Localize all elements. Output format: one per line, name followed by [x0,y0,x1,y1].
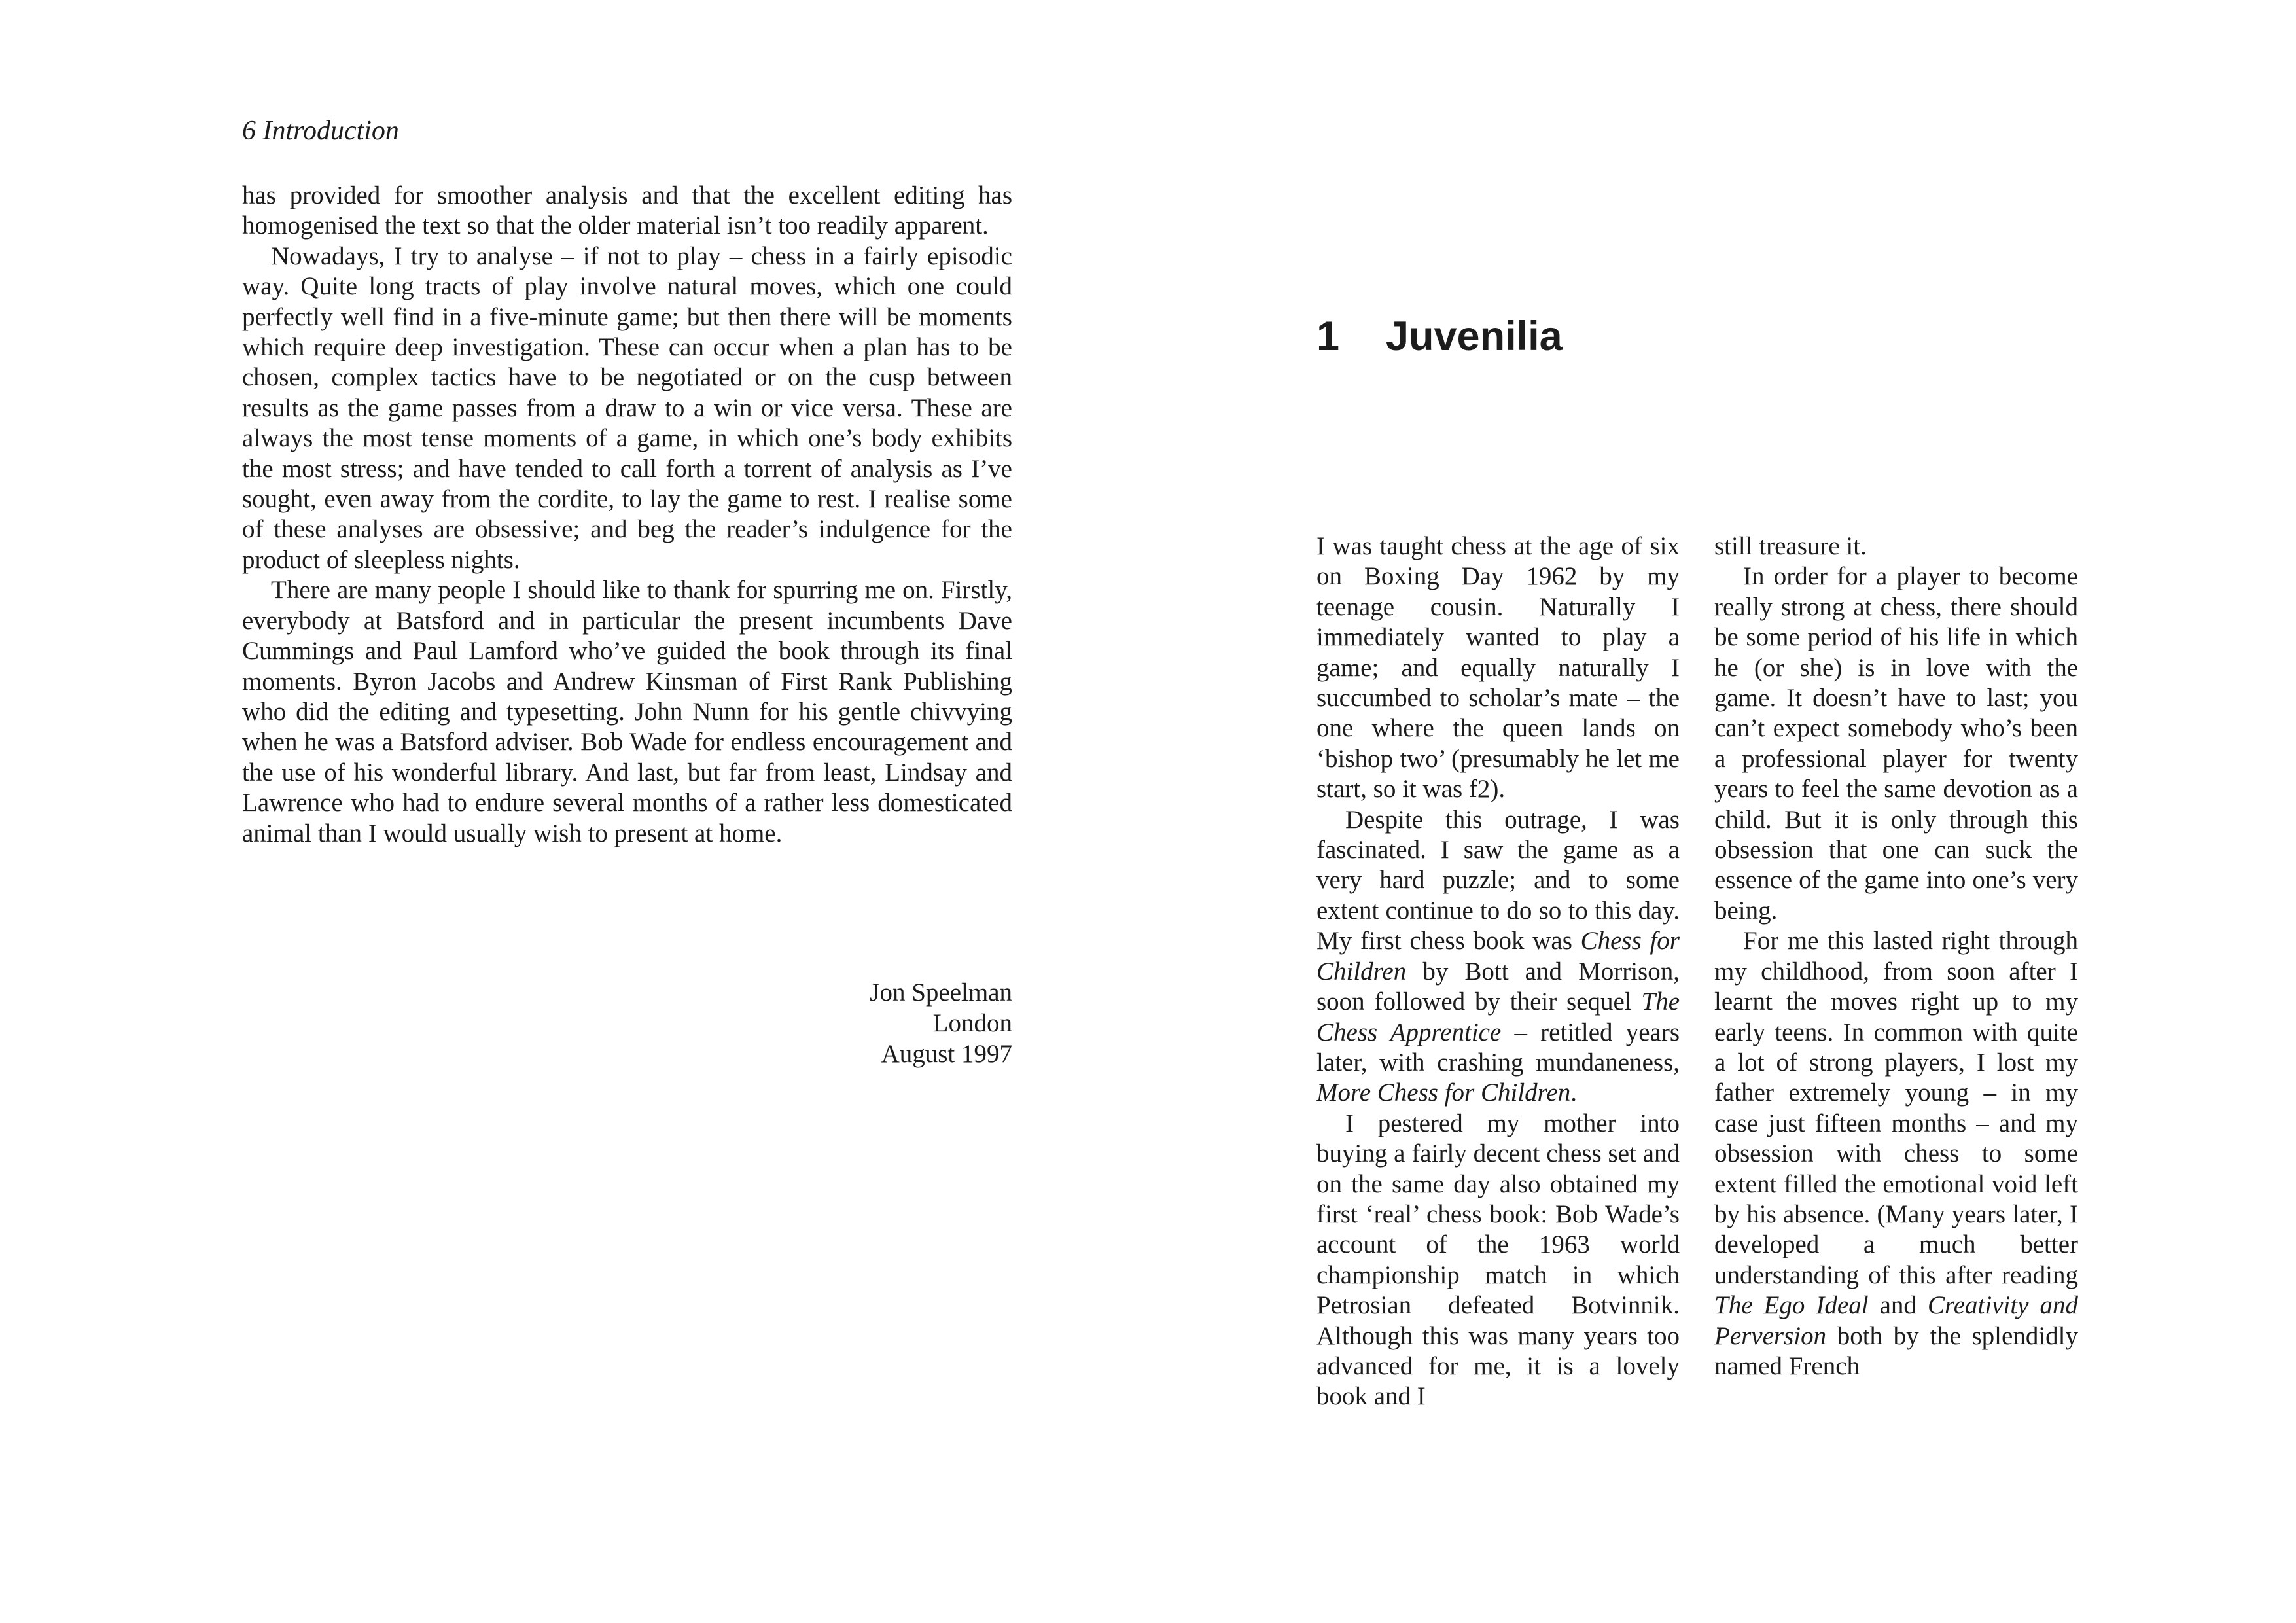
book-title: More Chess for Children [1316,1079,1571,1107]
text-column-left [1316,531,1680,1412]
chapter-paragraph-3: I pestered my mother into buying a fairly decent chess set and on the same day also obtained my first ‘real’ chess book: Bob Wade’s account of the 1963 world championship match in which Petrosian defeated Botvinnik. Although this was many years too advanced for me, it is a lovely book and I [1316,1109,1680,1411]
book-title: The Ego Ideal [1714,1291,1869,1320]
intro-paragraph-1: has provided for smoother analysis and that the excellent editing has homogenised the text so that the older material isn’t too readily apparent. [242,181,1012,240]
chapter-heading [1316,313,1563,360]
chapter-number: 1 [1316,313,1340,359]
intro-paragraph-3: There are many people I should like to thank for spurring me on. Firstly, everybody at Batsford and in particular the present incumbents Dave Cummings and Paul Lamford who’ve guided the book through its final moments. Byron Jacobs and Andrew Kinsman of First Rank Publishing who did the editing and typesetting. John Nunn for his gentle chivvying when he was a Batsford adviser. Bob Wade for endless encouragement and the use of his wonderful library. And last, but far from least, Lindsay and Lawrence who had to endure several months of a rather less domesticated animal than I would usually wish to present at home. [242,576,1012,847]
running-head: 6 Introduction [242,116,399,146]
book-title: Chess for Children [1316,927,1680,986]
book-title: The Chess Apprentice [1316,988,1680,1046]
chapter-paragraph-5: For me this lasted right through my childhood, from soon after I learnt the moves right up to my early teens. In common with quite a lot of strong players, I lost my father extremely young – in my case just fifteen months – and my obsession with chess to some extent filled the emotional void left by his absence. (Many years later, I developed a much better understanding of this after reading The Ego Ideal and Creativity and Perversion both by the splendidly named French [1714,927,2079,1380]
author-signature [720,978,1012,1069]
chapter-title: Juvenilia [1386,313,1563,359]
text-column-right [1714,531,2078,1382]
chapter-paragraph-4: In order for a player to become really strong at chess, there should be some period of his life in which he (or she) is in love with the game. It doesn’t have to last; you can’t expect somebody who’s been a professional player for twenty years to feel the same devotion as a child. But it is only through this obsession that one can suck the essence of the game into one’s very being. [1714,562,2078,925]
chapter-paragraph-3-continued: still treasure it. [1714,532,1867,560]
intro-paragraph-2: Nowadays, I try to analyse – if not to play – chess in a fairly episodic way. Quite long tracts of play involve natural moves, which one could perfectly well find in a five-minute game; but then there will be moments which require deep investigation. These can occur when a plan has to be chosen, complex tactics have to be negotiated or on the cusp between results as the game passes from a draw to a win or vice versa. These are always the most tense moments of a game, in which one’s body exhibits the most stress; and have tended to call forth a torrent of analysis as I’ve sought, even away from the cordite, to lay the game to rest. I realise some of these analyses are obsessive; and beg the reader’s indulgence for the product of sleepless nights. [242,241,1012,574]
chapter-paragraph-1: I was taught chess at the age of six on Boxing Day 1962 by my teenage cousin. Naturally I immediately wanted to play a game; and equally naturally I succumbed to scholar’s mate – the one where the queen lands on ‘bishop two’ (presumably he let me start, so it was f2). [1316,532,1680,804]
chapter-paragraph-2: Despite this outrage, I was fascinated. I saw the game as a very hard puzzle; and to some extent continue to do so to this day. My first chess book was Chess for Children by Bott and Morrison, soon followed by their sequel The Chess Apprentice – retitled years later, with crashing mundaneness, More Chess for Children. [1316,805,1680,1107]
author-date: August 1997 [881,1039,1012,1068]
author-place: London [932,1008,1012,1037]
author-name: Jon Speelman [870,978,1012,1007]
book-title: Creativity and Perversion [1714,1291,2079,1350]
introduction-text [242,181,1012,849]
